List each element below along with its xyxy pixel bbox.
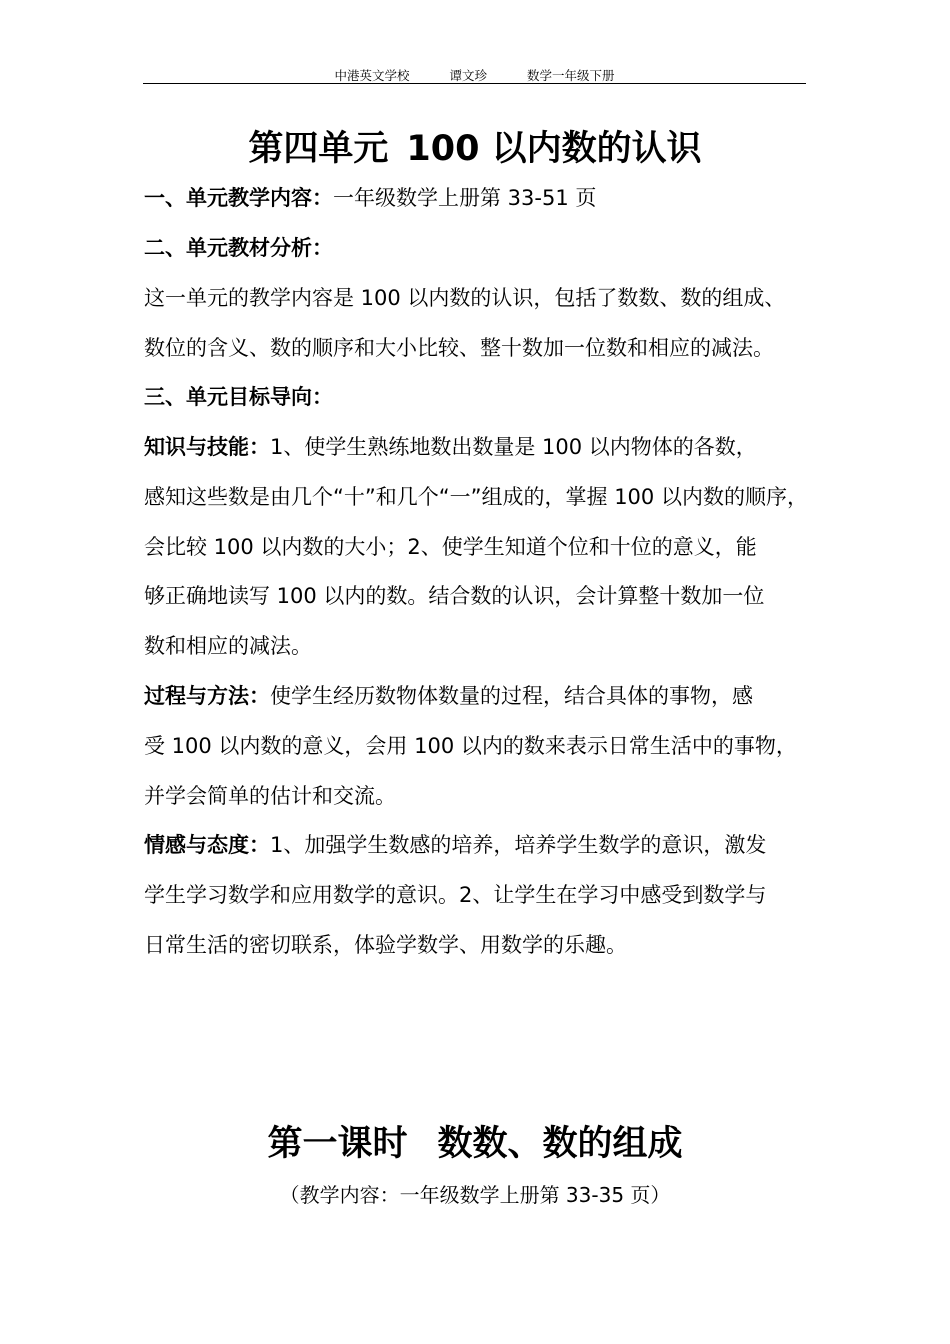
section1-line: [144, 183, 844, 213]
emotion-line-1: [144, 830, 844, 860]
lesson-title-part2: 数数、数的组成: [437, 1124, 683, 1164]
knowledge-line-5: 数和相应的减法。: [144, 634, 312, 658]
process-label: 过程与方法：: [144, 684, 270, 708]
section3-heading: 三、单元目标导向：: [144, 385, 333, 409]
emotion-line-3: 日常生活的密切联系，体验学数学、用数学的乐趣。: [144, 933, 627, 957]
emotion-text-1: 1、加强学生数感的培养，培养学生数学的意识，激发: [270, 833, 767, 857]
process-line-2: 受 100 以内数的意义，会用 100 以内的数来表示日常生活中的事物，: [144, 734, 797, 758]
process-line-3: 并学会简单的估计和交流。: [144, 784, 396, 808]
unit-title-part1: 第四单元: [248, 129, 389, 169]
header-school: 中港英文学校: [334, 68, 410, 83]
process-line-1: [144, 681, 844, 711]
emotion-label: 情感与态度：: [144, 833, 270, 857]
knowledge-label: 知识与技能：: [144, 435, 270, 459]
unit-title-part2: 100 以内数的认识: [406, 129, 702, 169]
lesson-title-part1: 第一课时: [267, 1124, 408, 1164]
section1-text: 一年级数学上册第 33-51 页: [333, 186, 597, 210]
knowledge-line-4: 够正确地读写 100 以内的数。结合数的认识，会计算整十数加一位: [144, 584, 765, 608]
knowledge-text-1: 1、使学生熟练地数出数量是 100 以内物体的各数，: [270, 435, 757, 459]
section2-line-2: 数位的含义、数的顺序和大小比较、整十数加一位数和相应的减法。: [144, 336, 774, 360]
section2-line-1: 这一单元的教学内容是 100 以内数的认识，包括了数数、数的组成、: [144, 286, 786, 310]
knowledge-line-2: 感知这些数是由几个“十”和几个“一”组成的，掌握 100 以内数的顺序，: [144, 485, 808, 509]
lesson-subtitle: （教学内容：一年级数学上册第 33-35 页）: [279, 1183, 671, 1207]
page-header: [143, 66, 806, 84]
knowledge-line-3: 会比较 100 以内数的大小；2、使学生知道个位和十位的意义，能: [144, 535, 757, 559]
header-teacher: 谭文珍: [449, 68, 487, 83]
lesson-title: [0, 1124, 950, 1164]
header-course: 数学一年级下册: [527, 68, 615, 83]
section2-heading: 二、单元教材分析：: [144, 236, 333, 260]
header-divider: [143, 83, 806, 84]
section1-heading: 一、单元教学内容：: [144, 186, 333, 210]
emotion-line-2: 学生学习数学和应用数学的意识。2、让学生在学习中感受到数学与: [144, 883, 767, 907]
unit-title: [0, 129, 950, 169]
knowledge-line-1: [144, 432, 844, 462]
process-text-1: 使学生经历数物体数量的过程，结合具体的事物，感: [270, 684, 753, 708]
